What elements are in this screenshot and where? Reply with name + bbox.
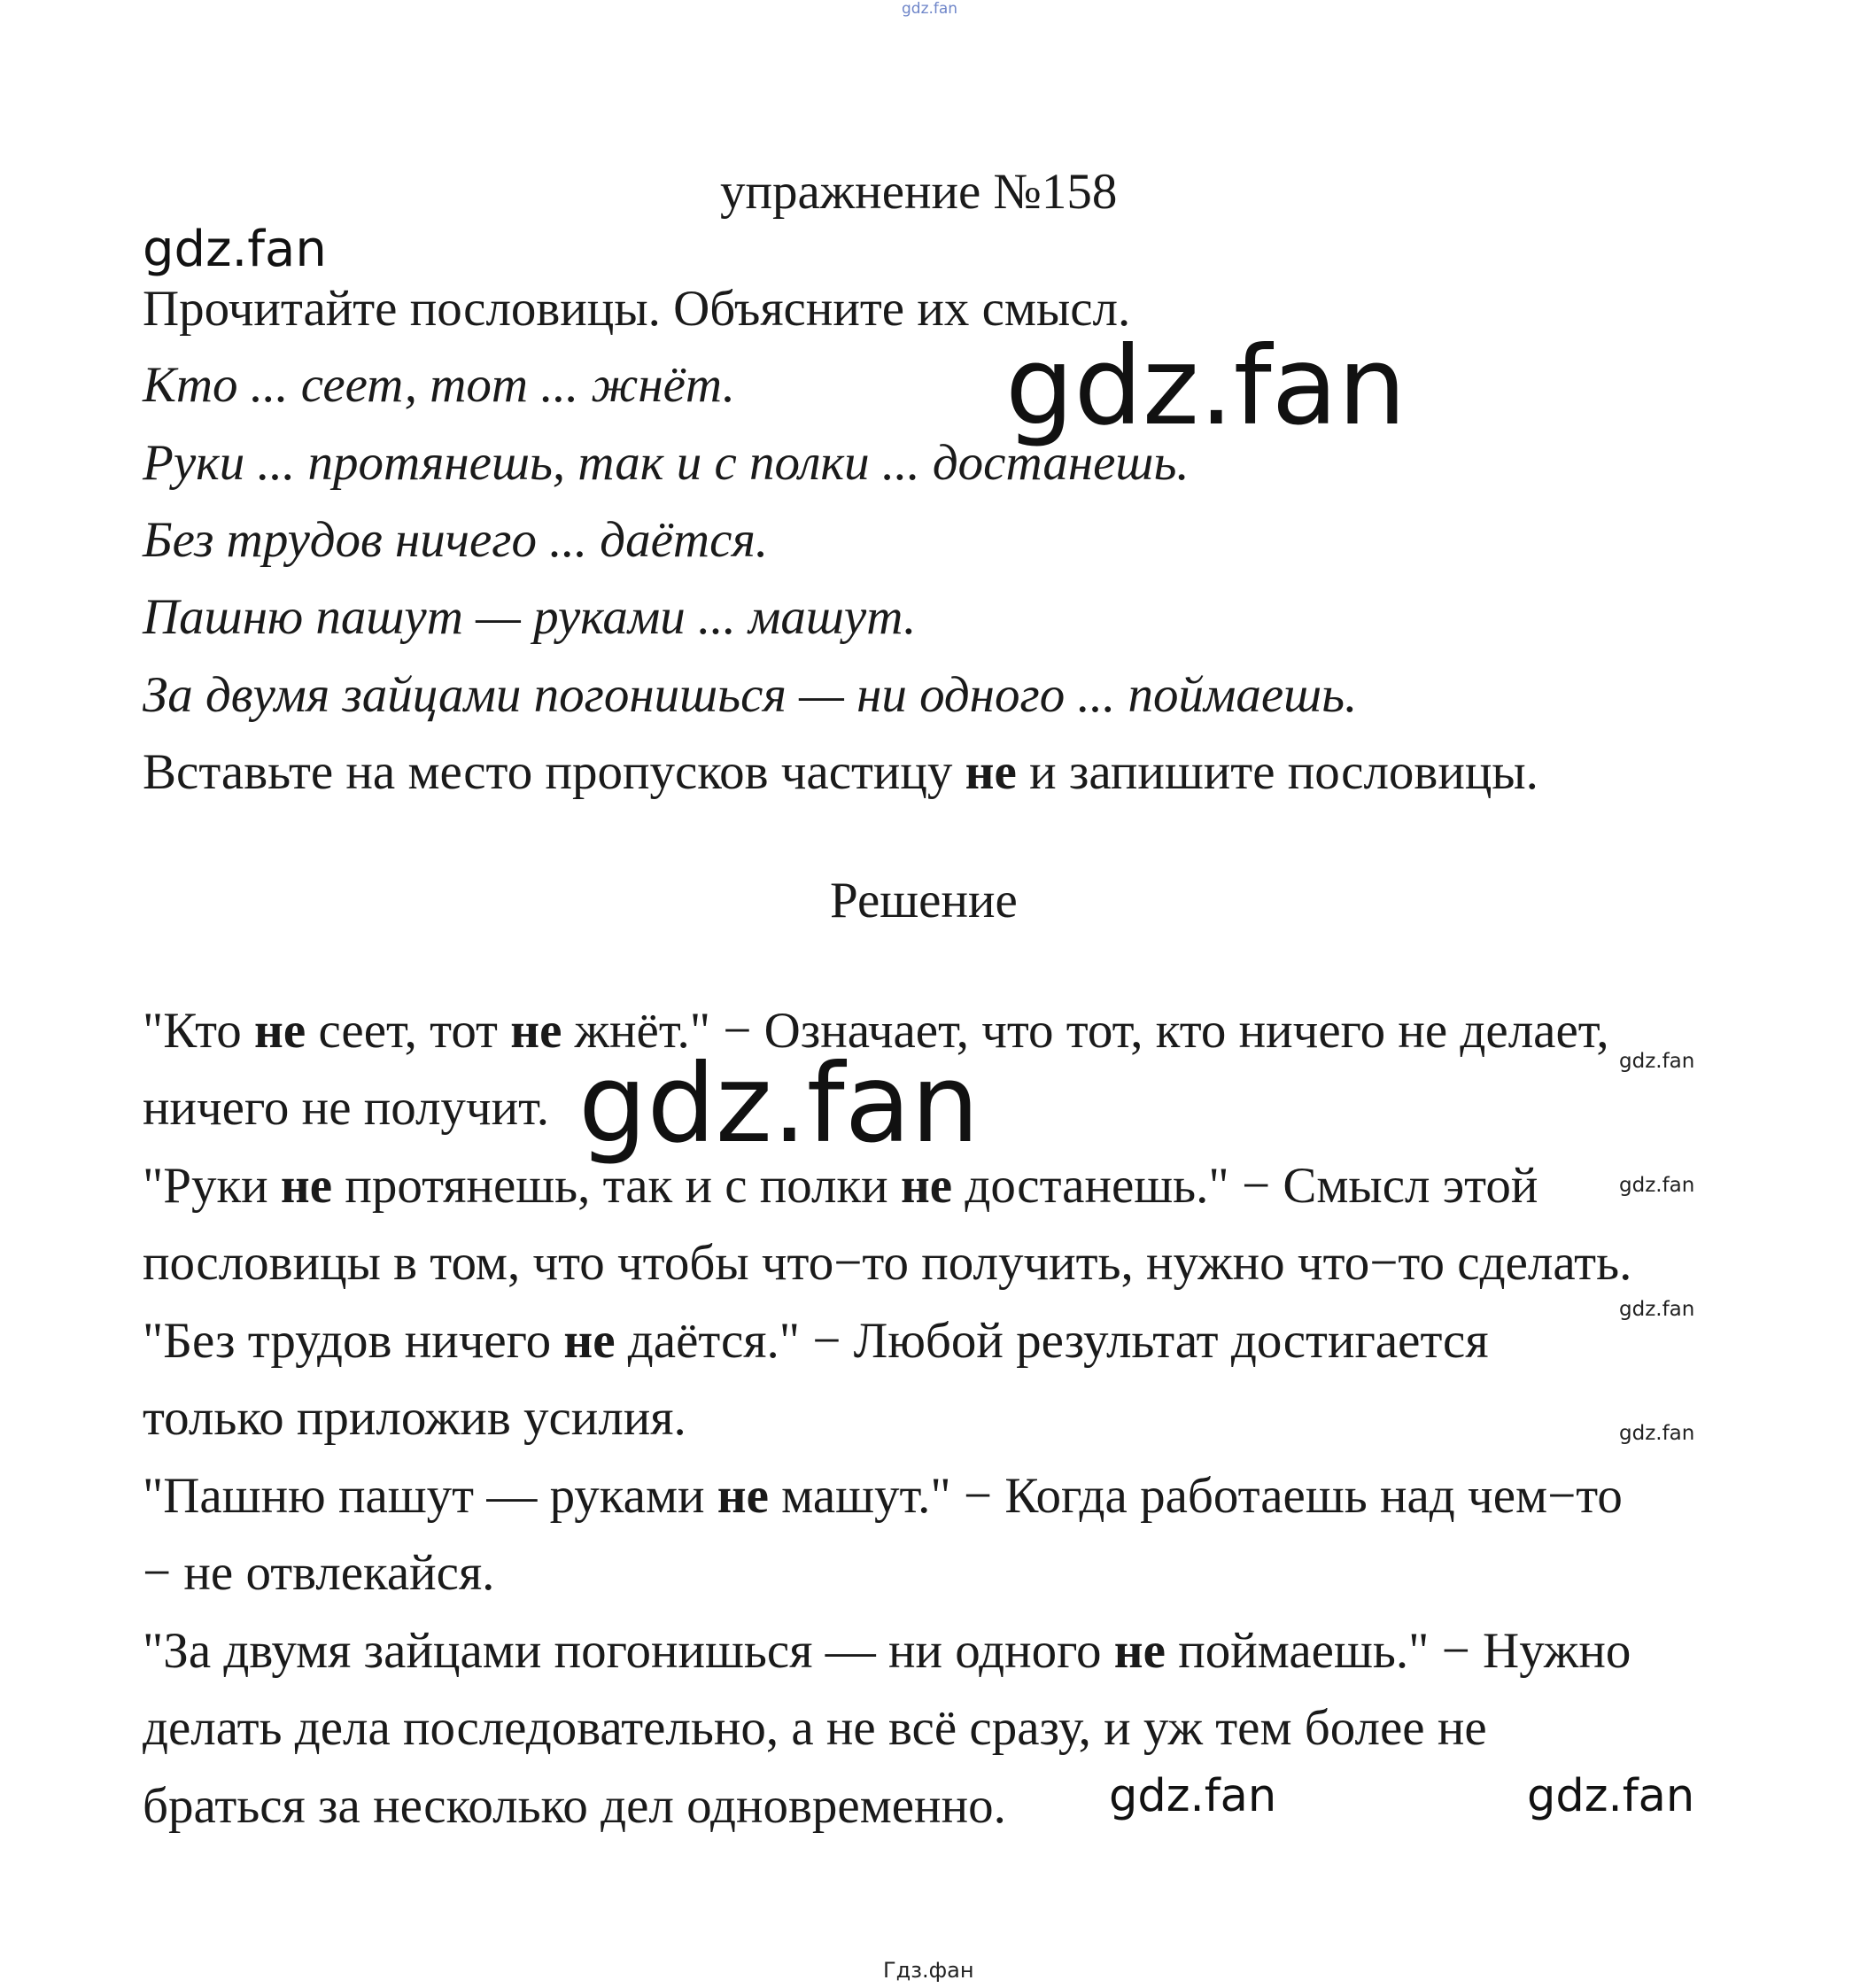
solution-p5-line1 [143, 1623, 1631, 1679]
task-text-after: и запишите пословицы. [1016, 744, 1538, 800]
solution-p2-line1 [143, 1158, 1538, 1214]
p2-ne-2: не [900, 1158, 953, 1214]
p4-a: "Пашню пашут — руками [143, 1468, 717, 1524]
watermark-small-3: gdz.fan [1619, 1298, 1695, 1321]
task-particle: не [965, 744, 1017, 800]
footer-watermark: Гдз.фан [883, 1958, 974, 1983]
watermark-top: gdz.fan [902, 0, 958, 18]
p2-a: "Руки [143, 1158, 281, 1214]
task-line [143, 744, 1538, 800]
p1-c: сеет, тот [306, 1003, 511, 1059]
solution-p3-line2: только приложив усилия. [143, 1390, 686, 1446]
watermark-big-middle: gdz.fan [578, 1041, 980, 1167]
solution-p1-line2: ничего не получит. [143, 1080, 549, 1136]
solution-heading: Решение [830, 873, 1018, 928]
watermark-small-2: gdz.fan [1619, 1174, 1695, 1197]
p1-ne-1: не [254, 1003, 306, 1059]
solution-p5-line2: делать дела последовательно, а не всё сразу, и уж тем более не [143, 1700, 1487, 1756]
task-text-before: Вставьте на место пропусков частицу [143, 744, 965, 800]
exercise-instruction: Прочитайте пословицы. Объясните их смысл. [143, 281, 1131, 337]
p4-ne: не [717, 1468, 769, 1524]
watermark-bottom-mid: gdz.fan [1109, 1770, 1277, 1822]
solution-p2-line2: пословицы в том, что чтобы что−то получить, нужно что−то сделать. [143, 1235, 1632, 1291]
watermark-bottom-right: gdz.fan [1527, 1770, 1695, 1822]
proverb-2: Руки ... протянешь, так и с полки ... достанешь. [143, 435, 1190, 491]
watermark-left: gdz.fan [143, 221, 327, 278]
proverb-1: Кто ... сеет, тот ... жнёт. [143, 357, 736, 413]
proverb-4: Пашню пашут — руками ... машут. [143, 589, 917, 645]
watermark-small-1: gdz.fan [1619, 1050, 1695, 1073]
proverb-5: За двумя зайцами погонишься — ни одного ... поймаешь. [143, 667, 1358, 723]
proverb-3: Без трудов ничего ... даётся. [143, 512, 769, 568]
exercise-title: упражнение №158 [720, 164, 1118, 220]
p5-ne: не [1113, 1623, 1166, 1679]
p1-a: "Кто [143, 1003, 255, 1059]
p3-d: даётся." − Любой результат достигается [615, 1313, 1489, 1369]
p2-d: достанешь." − Смысл этой [952, 1158, 1538, 1214]
p4-d: машут." − Когда работаешь над чем−то [768, 1468, 1623, 1524]
p2-ne-1: не [280, 1158, 333, 1214]
p3-ne: не [563, 1313, 616, 1369]
p3-a: "Без трудов ничего [143, 1313, 564, 1369]
p5-d: поймаешь." − Нужно [1165, 1623, 1631, 1679]
p2-c: протянешь, так и с полки [332, 1158, 901, 1214]
solution-p4-line2: − не отвлекайся. [143, 1545, 495, 1601]
solution-p3-line1 [143, 1313, 1489, 1369]
p5-a: "За двумя зайцами погонишься — ни одного [143, 1623, 1114, 1679]
p1-ne-2: не [510, 1003, 562, 1059]
solution-p4-line1 [143, 1468, 1623, 1524]
watermark-small-4: gdz.fan [1619, 1422, 1695, 1445]
watermark-big-top: gdz.fan [1005, 323, 1407, 449]
solution-p5-line3: браться за несколько дел одновременно. [143, 1778, 1006, 1834]
p1-d: жнёт." − Означает, что тот, кто ничего не делает, [562, 1003, 1609, 1059]
